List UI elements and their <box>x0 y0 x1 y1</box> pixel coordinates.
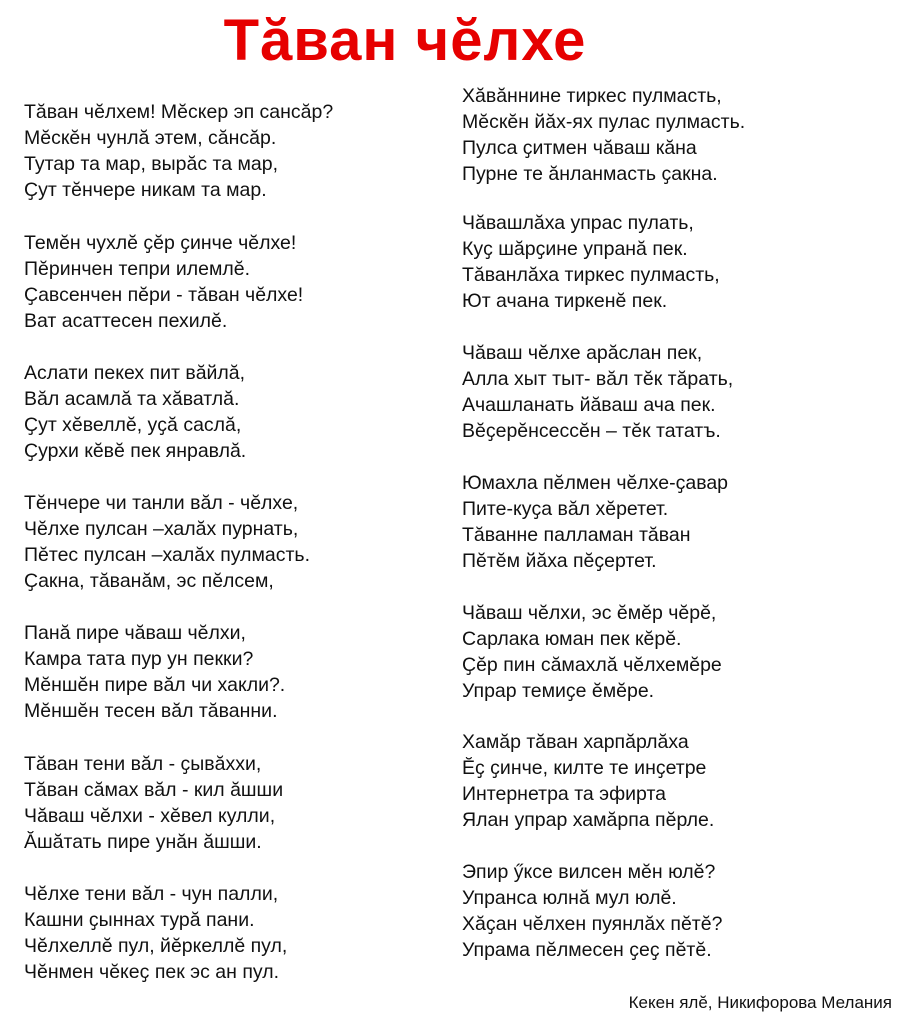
stanza <box>24 360 444 464</box>
poem-line: Тӑван чӗлхем! Мӗскер эп сансӑр? <box>24 101 334 123</box>
poem-line: Пурне те ӑнланмасть ҫакна. <box>462 163 718 185</box>
stanza <box>462 729 902 833</box>
poem-line: Мӗскӗн йӑх-ях пулас пулмасть. <box>462 111 746 133</box>
poem-line: Пӗтес пулсан –халӑх пулмасть. <box>24 544 311 566</box>
poem-line: Чӑвашлӑха упрас пулать, <box>462 212 694 234</box>
poem-line: Тӑван тени вӑл - ҫывӑххи, <box>24 753 262 775</box>
stanza <box>462 83 902 187</box>
poem-line: Пӗтӗм йӑха пӗҫертет. <box>462 550 657 572</box>
poem-line: Тӑван сӑмах вӑл - кил ӑшши <box>24 779 284 801</box>
poem-line: Пӗринчен тепри илемлӗ. <box>24 258 250 280</box>
poem-line: Ҫӗр пин сӑмахлӑ чӗлхемӗре <box>462 654 722 676</box>
poem-line: Упрар темиҫе ӗмӗре. <box>462 680 655 702</box>
poem-line: Чӑваш чӗлхи, эс ӗмӗр чӗрӗ, <box>462 602 717 624</box>
poem-line: Ҫакна, тӑванӑм, эс пӗлсем, <box>24 570 274 592</box>
poem-line: Темӗн чухлӗ ҫӗр ҫинче чӗлхе! <box>24 232 297 254</box>
poem-line: Пите-куҫа вӑл хӗретет. <box>462 498 669 520</box>
stanza <box>24 881 444 985</box>
poem-line: Тӑванне палламан тӑван <box>462 524 691 546</box>
poem-line: Ват асаттесен пехилӗ. <box>24 310 228 332</box>
poem-line: Ҫут хӗвеллӗ, уҫӑ саслӑ, <box>24 414 242 436</box>
poem-line: Хӑҫан чӗлхен пуянлӑх пӗтӗ? <box>462 913 723 935</box>
stanza <box>24 230 444 334</box>
poem-line: Ют ачана тиркенӗ пек. <box>462 290 668 312</box>
poem-line: Ӑшӑтать пире унӑн ӑшши. <box>24 831 262 853</box>
poem-line: Хамӑр тӑван харпӑрлӑха <box>462 731 689 753</box>
poem-line: Упранса юлнӑ мул юлӗ. <box>462 887 677 909</box>
poem-line: Чӗлхеллӗ пул, йӗркеллӗ пул, <box>24 935 288 957</box>
stanza <box>462 470 902 574</box>
poem-line: Сарлака юман пек кӗрӗ. <box>462 628 682 650</box>
poem-line: Упрама пӗлмесен ҫеҫ пӗтӗ. <box>462 939 712 961</box>
stanza <box>462 859 902 963</box>
poem-line: Чӑваш чӗлхе арӑслан пек, <box>462 342 703 364</box>
stanza <box>24 99 444 203</box>
poem-line: Чӗлхе тени вӑл - чун палли, <box>24 883 279 905</box>
stanza <box>462 600 902 704</box>
poem-line: Чӗнмен чӗкеҫ пек эс ан пул. <box>24 961 279 983</box>
poem-line: Кашни ҫыннах турӑ пани. <box>24 909 255 931</box>
poem-line: Куҫ шӑрҫине упранӑ пек. <box>462 238 688 260</box>
poem-line: Ялан упрар хамӑрпа пӗрле. <box>462 809 715 831</box>
stanza <box>24 620 444 724</box>
stanza <box>24 490 444 594</box>
page-title: Тӑван чӗлхе <box>223 8 587 73</box>
stanza <box>462 210 902 314</box>
poem-line: Тутар та мар, вырӑс та мар, <box>24 153 279 175</box>
poem-line: Ӗҫ ҫинче, килте те инҫетре <box>462 757 707 779</box>
stanza <box>462 340 902 444</box>
poem-line: Чӗлхе пулсан –халӑх пурнать, <box>24 518 299 540</box>
poem-line: Пулса ҫитмен чӑваш кӑна <box>462 137 697 159</box>
poem-line: Чӑваш чӗлхи - хӗвел кулли, <box>24 805 276 827</box>
poem-line: Ҫут тӗнчере никам та мар. <box>24 179 267 201</box>
poem-line: Мӗскӗн чунлӑ этем, сӑнсӑр. <box>24 127 277 149</box>
poem-line: Ҫурхи кӗвӗ пек янравлӑ. <box>24 440 247 462</box>
poem-line: Эпир ӳксе вилсен мӗн юлӗ? <box>462 861 716 883</box>
poem-line: Интернетра та эфирта <box>462 783 667 805</box>
poem-line: Юмахла пӗлмен чӗлхе-ҫавар <box>462 472 729 494</box>
poem-line: Ҫавсенчен пӗри - тӑван чӗлхе! <box>24 284 304 306</box>
stanza <box>24 751 444 855</box>
poem-line: Тӗнчере чи танли вӑл - чӗлхе, <box>24 492 299 514</box>
poem-line: Вӗҫерӗнсессӗн – тӗк тататъ. <box>462 420 721 442</box>
poem-line: Аслати пекех пит вӑйлӑ, <box>24 362 246 384</box>
poem-line: Тӑванлӑха тиркес пулмасть, <box>462 264 720 286</box>
poem-line: Алла хыт тыт- вӑл тӗк тӑрать, <box>462 368 734 390</box>
poem-line: Хӑвӑннине тиркес пулмасть, <box>462 85 722 107</box>
poem-line: Ачашланать йӑваш ача пек. <box>462 394 716 416</box>
poem-line: Мӗншӗн пире вӑл чи хакли?. <box>24 674 286 696</box>
poem-line: Камра тата пур ун пекки? <box>24 648 254 670</box>
poem-line: Мӗншӗн тесен вӑл тӑванни. <box>24 700 278 722</box>
author-signature: Кекен ялӗ, Никифорова Мелания <box>628 993 892 1012</box>
poem-line: Вӑл асамлӑ та хӑватлӑ. <box>24 388 240 410</box>
poem-line: Панӑ пире чӑваш чӗлхи, <box>24 622 246 644</box>
